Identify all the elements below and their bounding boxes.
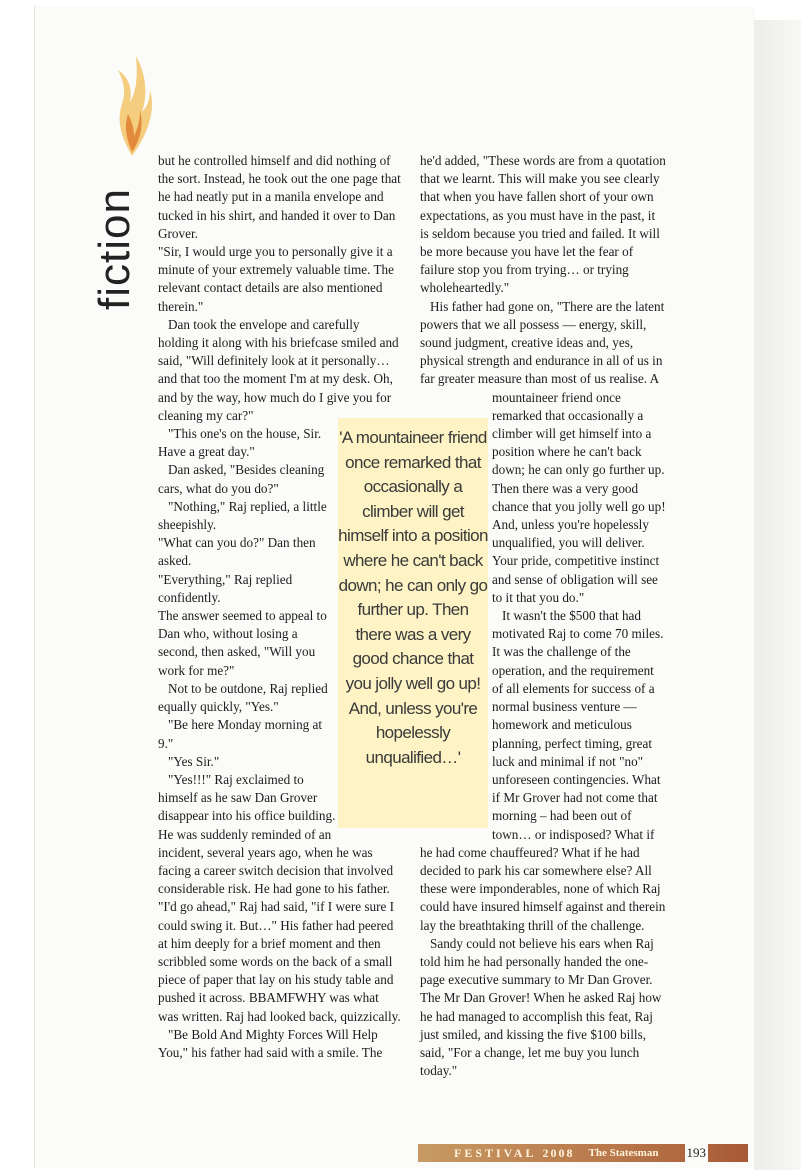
paragraph: It wasn't the $500 that had motivated Raj to come 70 miles. It was the challenge of the operation, and the requirement of all elements for success of a normal business venture — homework and meticulous planning, perfect timing, great luck and minimal if not "no" unforeseen contingencies. What if Mr Grover had not come that morning – had been out of town… or indisposed? What if he had come chauffeured? What if he had decided to park his car somewhere else? All these were imponderables, none of which Raj could have insured himself against and therein lay the breathtaking thrill of the challenge. — [420, 608, 666, 933]
paragraph: but he controlled himself and did nothing of the sort. Instead, he took out the one page that he had neatly put in a manila envelope and tucked in his shirt, and handed it over to Dan Grover. — [158, 153, 401, 241]
section-label: fiction — [90, 188, 139, 310]
paragraph: "This one's on the house, Sir. Have a great day." — [158, 426, 322, 460]
paragraph: His father had gone on, "There are the latent powers that we all possess — energy, skill, sound judgment, creative ideas and, yes, physical strength and endurance in all of us in far greater measure than most of us realise. A mountaineer friend once remarked that occasionally a climber will get himself into a position where he can't back down; he can only go further up. Then there was a very good chance that you jolly well go up! And, unless you're hopelessly unqualified, you will deliver. Your pride, competitive instinct and sense of obligation will see to it that you do." — [420, 298, 666, 605]
paragraph: Sandy could not believe his ears when Raj told him he had personally handed the one-page executive summary to Mr Dan Grover. The Mr Dan Grover! When he asked Raj how he had managed to accomplish this feat, Raj just smiled, and kissing the five $100 bills, said, "For a change, let me buy you lunch today." — [420, 935, 662, 1079]
paragraph: "What can you do?" Dan then asked. — [158, 535, 316, 569]
footer-publication: The Statesman — [588, 1147, 659, 1159]
page-number: 193 — [686, 1145, 706, 1160]
footer-festival: FESTIVAL — [454, 1145, 537, 1160]
paragraph: Dan asked, "Besides cleaning cars, what do you do?" — [158, 462, 325, 496]
next-page-edge — [754, 20, 801, 1170]
page-footer — [418, 1144, 748, 1162]
paragraph: he'd added, "These words are from a quotation that we learnt. This will make you see clearly that when you have fallen short of your own expectations, as you must have in the past, it is seldom because you tried and failed. It will be more because you have let the fear of failure stop you from trying… or trying wholeheartedly." — [420, 153, 666, 296]
footer-year: 2008 — [542, 1145, 575, 1160]
paragraph: "Nothing," Raj replied, a little sheepishly. — [158, 498, 327, 533]
paragraph: "Yes Sir." — [168, 753, 220, 769]
flame-icon — [108, 48, 156, 158]
pull-quote: 'A mountaineer friend once remarked that occasionally a climber will get himself into a position where he can't back down; he can only go further up. Then there was a very good chance that you jolly well go up! And, unless you're hopelessly unqualified…' — [338, 418, 488, 828]
paragraph: "Everything," Raj replied confidently. — [158, 571, 293, 605]
paragraph: "Yes!!!" Raj exclaimed to himself as he saw Dan Grover disappear into his office building. He was suddenly reminded of an incident, several years ago, when he was facing a career switch decision that involved considerable risk. He had gone to his father. "I'd go ahead," Raj had said, "if I were sure I could swing it. But…" His father had peered at him deeply for a brief moment and then scribbled some words on the back of a small piece of paper that lay on his study table and pushed it across. BBAMFWHY was what was written. Raj had looked back, quizzically. — [158, 771, 401, 1024]
paragraph: "Sir, I would urge you to personally give it a minute of your extremely valuable time. The relevant contact details are also mentioned therein." — [158, 244, 394, 314]
paragraph: Not to be outdone, Raj replied equally quickly, "Yes." — [158, 680, 328, 715]
paragraph: The answer seemed to appeal to Dan who, without losing a second, then asked, "Will you work for me?" — [158, 608, 327, 678]
paragraph: Dan took the envelope and carefully holding it along with his briefcase smiled and said, "Will definitely look at it personally… and that too the moment I'm at my desk. Oh, and by the way, how much do I give you for cleaning my car?" — [158, 316, 399, 423]
paragraph: "Be Bold And Mighty Forces Will Help You," his father had said with a smile. The — [158, 1026, 383, 1060]
paragraph: "Be here Monday morning at 9." — [158, 717, 323, 751]
